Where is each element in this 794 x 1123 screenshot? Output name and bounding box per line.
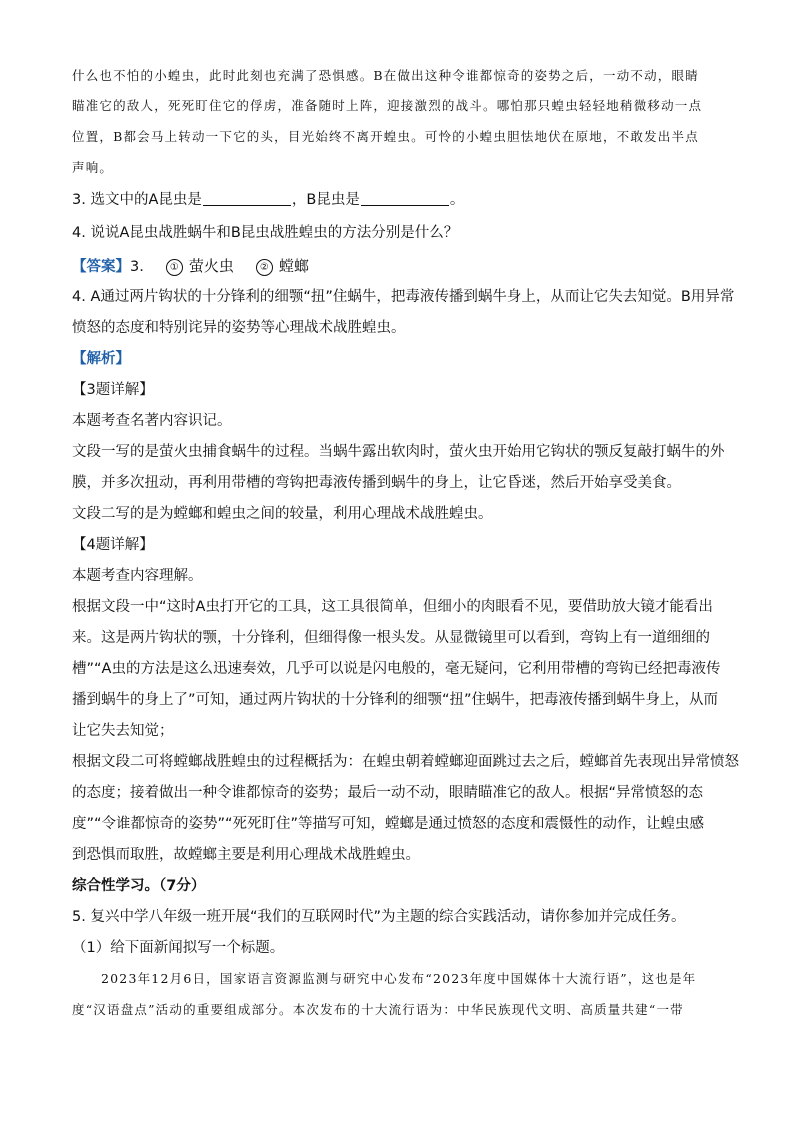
news-line: 度“汉语盘点”活动的重要组成部分。本次发布的十大流行语为：中华民族现代文明、高质量共建“一带: [72, 1002, 684, 1017]
answer-value: 螳螂: [278, 257, 309, 275]
answer-blank: [203, 191, 291, 206]
detail-text: 根据文段二可将螳螂战胜蝗虫的过程概括为：在蝗虫朝着螳螂迎面跳过去之后，螳螂首先表现出异常愤怒: [72, 754, 739, 770]
circled-number: ①: [166, 259, 183, 276]
detail-text: 膜，并多次扭动，再利用带槽的弯钩把毒液传播到蜗牛的身上，让它昏迷，然后开始享受美食。: [72, 475, 681, 491]
answer-tag: 【答案】: [72, 259, 130, 275]
news-line: 2023年12月6日，国家语言资源监测与研究中心发布“2023年度中国媒体十大流行语”，这也是年: [101, 971, 697, 986]
question-5-1: （1）给下面新闻拟写一个标题。: [72, 940, 285, 956]
detail-text: 本题考查内容理解。: [72, 568, 203, 584]
detail-text: 来。这是两片钩状的颚，十分锋利，但细得像一根头发。从显微镜里可以看到，弯钩上有一道细细的: [72, 630, 710, 646]
question-3: 3. 选文中的A昆虫是 ，B昆虫是 。: [72, 192, 465, 208]
answer-text: 4. A通过两片钩状的十分锋利的细颚“扭”住蜗牛，把毒液传播到蜗牛身上，从而让它失去知觉。B用异常: [72, 289, 735, 305]
answer-text: 愤怒的态度和特别诧异的姿势等心理战术战胜蝗虫。: [72, 320, 406, 336]
detail-text: 根据文段一中“这时A虫打开它的工具，这工具很简单，但细小的肉眼看不见，要借助放大镜才能看出: [72, 599, 713, 615]
section-title: 综合性学习。（7分）: [72, 878, 206, 894]
detail-text: 文段二写的是为螳螂和蝗虫之间的较量，利用心理战术战胜蝗虫。: [72, 506, 493, 522]
detail-text: 度”“令谁都惊奇的姿势”“死死盯住”等描写可知，螳螂是通过愤怒的态度和震慑性的动作，让蝗虫感: [72, 816, 705, 832]
detail-text: 到恐惧而取胜，故螳螂主要是利用心理战术战胜蝗虫。: [72, 847, 420, 863]
detail-heading: 【4题详解】: [72, 537, 154, 553]
passage-line: 瞄准它的敌人，死死盯住它的俘虏，准备随时上阵，迎接激烈的战斗。哪怕那只蝗虫轻轻地稍微移动一点: [72, 98, 703, 113]
question-5: 5. 复兴中学八年级一班开展“我们的互联网时代”为主题的综合实践活动，请你参加并完成任务。: [72, 909, 686, 925]
passage-line: 位置，B都会马上转动一下它的头，目光始终不离开蝗虫。可怜的小蝗虫胆怯地伏在原地，不敢发出半点: [72, 129, 699, 144]
detail-text: 播到蜗牛的身上了”可知，通过两片钩状的十分锋利的细颚“扭”住蜗牛，把毒液传播到蜗牛身上，从而: [72, 692, 719, 708]
detail-heading: 【3题详解】: [72, 382, 154, 398]
detail-text: 本题考查名著内容识记。: [72, 413, 232, 429]
detail-text: 槽”“A虫的方法是这么迅速奏效，几乎可以说是闪电般的，毫无疑问，它利用带槽的弯钩已经把毒液传: [72, 661, 721, 677]
answer-value: 萤火虫: [188, 257, 234, 275]
detail-text: 让它失去知觉；: [72, 723, 174, 739]
detail-text: 的态度；接着做出一种令谁都惊奇的姿势；最后一动不动，眼睛瞄准它的敌人。根据“异常愤怒的态: [72, 785, 704, 801]
question-4: 4. 说说A昆虫战胜蜗牛和B昆虫战胜蝗虫的方法分别是什么？: [72, 225, 459, 241]
passage-line: 声响。: [72, 160, 114, 175]
detail-text: 文段一写的是萤火虫捕食蜗牛的过程。当蜗牛露出软肉时，萤火虫开始用它钩状的颚反复敲打蜗牛的外: [72, 444, 725, 460]
passage-line: 什么也不怕的小蝗虫，此时此刻也充满了恐惧感。B在做出这种令谁都惊奇的姿势之后，一动不动，眼睛: [72, 68, 699, 83]
analysis-tag: 【解析】: [72, 351, 130, 367]
answer-blank: [361, 191, 449, 206]
answer-line: 【答案】3. ① 萤火虫 ② 螳螂: [72, 257, 309, 275]
circled-number: ②: [256, 259, 273, 276]
